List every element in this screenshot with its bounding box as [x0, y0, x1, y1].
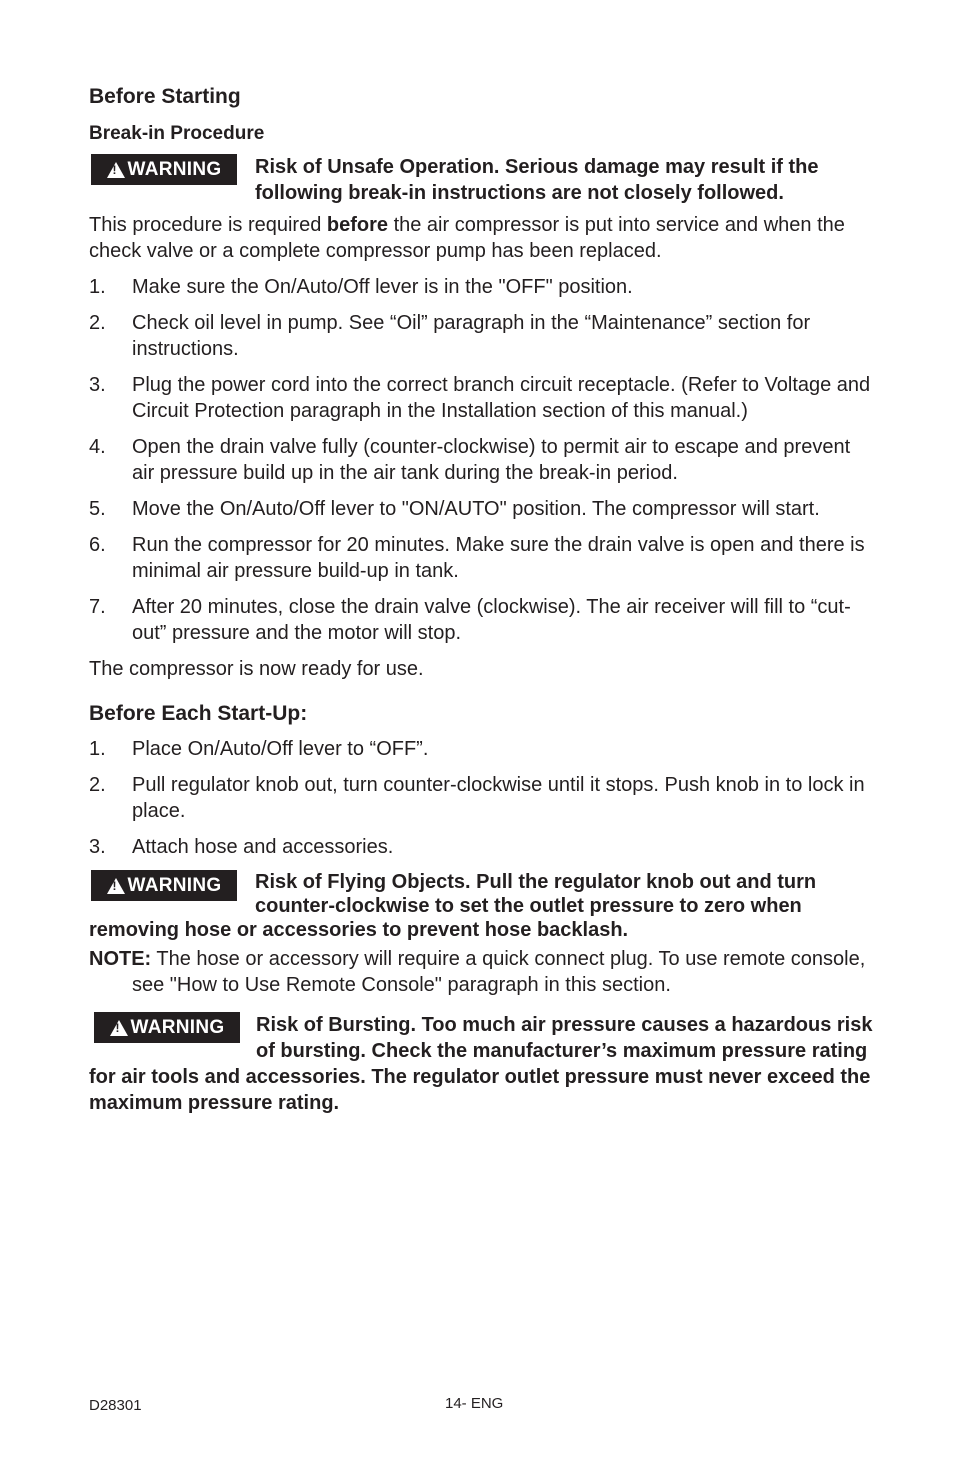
list-item [89, 310, 874, 362]
step-number: 6. [89, 534, 106, 556]
list-item [89, 496, 874, 522]
step-number: 5. [89, 498, 106, 520]
page-number: 14- ENG [445, 1395, 504, 1412]
intro-text-start: This procedure is required [89, 214, 327, 236]
step-text: Run the compressor for 20 minutes. Make sure the drain valve is open and there is minimal air pressure build-up in tank. [132, 534, 865, 582]
breakin-intro [89, 212, 874, 264]
warning-text: Risk of Flying Objects. Pull the regulator knob out and turn counter-clockwise to set the outlet pressure to zero when removing hose or accessories to prevent hose backlash. [89, 871, 817, 941]
step-text: Check oil level in pump. See “Oil” paragraph in the “Maintenance” section for instructions. [132, 312, 811, 360]
warning-bursting [89, 1012, 874, 1116]
warning-triangle-icon [107, 162, 125, 178]
warning-text: Risk of Bursting. Too much air pressure causes a hazardous risk of bursting. Check the manufacturer’s maximum pressure rating for air tools and accessories. The regulator outlet pressure must never exceed the maximum pressure rating. [89, 1014, 873, 1114]
step-text: Attach hose and accessories. [132, 836, 394, 858]
step-text: Open the drain valve fully (counter-clockwise) to permit air to escape and prevent air pressure build up in the air tank during the break-in period. [132, 436, 851, 484]
manual-page [89, 84, 874, 1116]
step-text: Pull regulator knob out, turn counter-clockwise until it stops. Push knob in to lock in place. [132, 774, 865, 822]
step-number: 4. [89, 436, 106, 458]
step-number: 3. [89, 836, 106, 858]
warning-triangle-icon [107, 878, 125, 894]
note-label: NOTE: [89, 948, 152, 970]
warning-badge [94, 1012, 240, 1043]
intro-bold-word: before [326, 214, 389, 236]
note-text: The hose or accessory will require a quick connect plug. To use remote console, see "How to Use Remote Console" paragraph in this section. [132, 948, 866, 996]
list-item [89, 594, 874, 646]
step-text: After 20 minutes, close the drain valve (clockwise). The air receiver will fill to “cut-out” pressure and the motor will stop. [132, 596, 851, 644]
warning-badge-label: WARNING [130, 1016, 225, 1038]
step-number: 7. [89, 596, 106, 618]
breakin-title: Break-in Procedure [89, 123, 265, 144]
step-number: 1. [89, 276, 106, 298]
warning-unsafe-operation [89, 154, 874, 206]
list-item [89, 274, 874, 300]
step-text: Move the On/Auto/Off lever to "ON/AUTO" position. The compressor will start. [132, 498, 820, 520]
warning-text: Risk of Unsafe Operation. Serious damage may result if the following break-in instructions are not closely followed. [255, 156, 819, 204]
warning-badge [91, 870, 237, 901]
section-heading: Before Starting [89, 85, 241, 108]
warning-flying-objects [89, 870, 874, 942]
list-item [89, 772, 874, 824]
step-text: Make sure the On/Auto/Off lever is in the "OFF" position. [132, 276, 633, 298]
step-number: 1. [89, 738, 106, 760]
list-item [89, 736, 874, 762]
warning-triangle-icon [110, 1020, 128, 1036]
list-item [89, 834, 874, 860]
step-number: 2. [89, 774, 106, 796]
model-number: D28301 [89, 1397, 142, 1414]
startup-steps [89, 736, 874, 860]
warning-badge-label: WARNING [127, 158, 222, 180]
note-paragraph [89, 946, 874, 998]
warning-badge [91, 154, 237, 185]
list-item [89, 434, 874, 486]
step-number: 3. [89, 374, 106, 396]
step-text: Place On/Auto/Off lever to “OFF”. [132, 738, 429, 760]
breakin-steps [89, 274, 874, 646]
step-text: Plug the power cord into the correct branch circuit receptacle. (Refer to Voltage and Circuit Protection paragraph in the Installation section of this manual.) [132, 374, 871, 422]
step-number: 2. [89, 312, 106, 334]
intro-text-end: the air compressor is put into service and when the check valve or a complete compressor pump has been replaced. [89, 214, 845, 262]
list-item [89, 532, 874, 584]
warning-badge-label: WARNING [127, 874, 222, 896]
breakin-closing: The compressor is now ready for use. [89, 658, 424, 680]
startup-title: Before Each Start-Up: [89, 702, 308, 725]
list-item [89, 372, 874, 424]
